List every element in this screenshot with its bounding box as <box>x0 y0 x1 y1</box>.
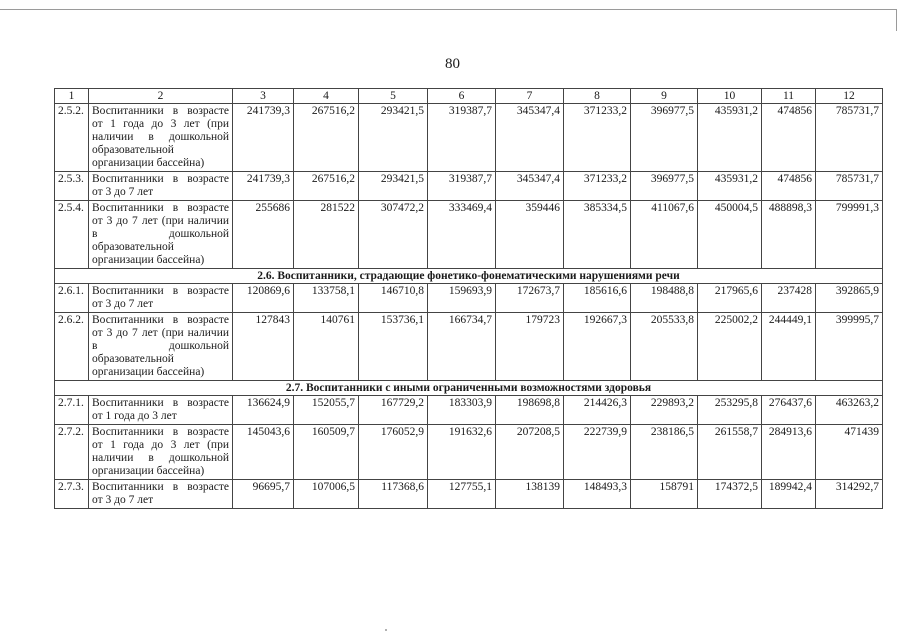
value-cell-col-10: 435931,2 <box>698 172 762 201</box>
value-cell-col-5: 176052,9 <box>359 425 428 480</box>
section-header-row <box>55 269 883 284</box>
column-header-6: 6 <box>428 89 496 104</box>
column-header-4: 4 <box>294 89 359 104</box>
row-description: Воспитанники в возрасте от 3 до 7 лет (при наличии в дошкольной образовательной организации бассейна) <box>89 201 233 269</box>
value-cell-col-4: 140761 <box>294 313 359 381</box>
value-cell-col-9: 411067,6 <box>631 201 698 269</box>
value-cell-col-6: 183303,9 <box>428 396 496 425</box>
row-description: Воспитанники в возрасте от 1 года до 3 лет <box>89 396 233 425</box>
value-cell-col-8: 371233,2 <box>564 172 631 201</box>
column-header-2: 2 <box>89 89 233 104</box>
value-cell-col-3: 145043,6 <box>233 425 294 480</box>
value-cell-col-6: 127755,1 <box>428 480 496 509</box>
scan-speck <box>385 629 387 631</box>
value-cell-col-7: 172673,7 <box>496 284 564 313</box>
table-row <box>55 104 883 172</box>
row-description: Воспитанники в возрасте от 3 до 7 лет <box>89 480 233 509</box>
value-cell-col-10: 435931,2 <box>698 104 762 172</box>
column-header-7: 7 <box>496 89 564 104</box>
value-cell-col-6: 166734,7 <box>428 313 496 381</box>
value-cell-col-11: 189942,4 <box>762 480 816 509</box>
column-header-5: 5 <box>359 89 428 104</box>
value-cell-col-5: 146710,8 <box>359 284 428 313</box>
value-cell-col-3: 96695,7 <box>233 480 294 509</box>
value-cell-col-12: 399995,7 <box>816 313 883 381</box>
value-cell-col-4: 160509,7 <box>294 425 359 480</box>
table-row <box>55 172 883 201</box>
value-cell-col-9: 198488,8 <box>631 284 698 313</box>
value-cell-col-4: 281522 <box>294 201 359 269</box>
value-cell-col-6: 159693,9 <box>428 284 496 313</box>
header-row <box>55 89 883 104</box>
value-cell-col-9: 396977,5 <box>631 104 698 172</box>
value-cell-col-7: 207208,5 <box>496 425 564 480</box>
row-code: 2.5.2. <box>55 104 89 172</box>
value-cell-col-8: 192667,3 <box>564 313 631 381</box>
value-cell-col-11: 244449,1 <box>762 313 816 381</box>
table-row <box>55 313 883 381</box>
column-header-1: 1 <box>55 89 89 104</box>
value-cell-col-11: 237428 <box>762 284 816 313</box>
value-cell-col-12: 471439 <box>816 425 883 480</box>
value-cell-col-8: 148493,3 <box>564 480 631 509</box>
value-cell-col-6: 319387,7 <box>428 104 496 172</box>
value-cell-col-4: 152055,7 <box>294 396 359 425</box>
row-code: 2.6.2. <box>55 313 89 381</box>
value-cell-col-10: 253295,8 <box>698 396 762 425</box>
row-description: Воспитанники в возрасте от 3 до 7 лет <box>89 284 233 313</box>
value-cell-col-7: 198698,8 <box>496 396 564 425</box>
row-description: Воспитанники в возрасте от 3 до 7 лет (при наличии в дошкольной образовательной организации бассейна) <box>89 313 233 381</box>
section-title: 2.6. Воспитанники, страдающие фонетико-фонематическими нарушениями речи <box>55 269 883 284</box>
page-number: 80 <box>445 56 460 72</box>
value-cell-col-12: 314292,7 <box>816 480 883 509</box>
value-cell-col-9: 158791 <box>631 480 698 509</box>
value-cell-col-5: 293421,5 <box>359 172 428 201</box>
row-description: Воспитанники в возрасте от 1 года до 3 лет (при наличии в дошкольной организации бассейна) <box>89 425 233 480</box>
row-code: 2.5.4. <box>55 201 89 269</box>
value-cell-col-6: 319387,7 <box>428 172 496 201</box>
table-row <box>55 201 883 269</box>
value-cell-col-3: 241739,3 <box>233 172 294 201</box>
value-cell-col-10: 261558,7 <box>698 425 762 480</box>
section-title: 2.7. Воспитанники с иными ограниченными возможностями здоровья <box>55 381 883 396</box>
value-cell-col-11: 276437,6 <box>762 396 816 425</box>
value-cell-col-11: 474856 <box>762 104 816 172</box>
row-code: 2.7.2. <box>55 425 89 480</box>
value-cell-col-11: 284913,6 <box>762 425 816 480</box>
value-cell-col-3: 120869,6 <box>233 284 294 313</box>
value-cell-col-8: 385334,5 <box>564 201 631 269</box>
table-row <box>55 480 883 509</box>
value-cell-col-5: 307472,2 <box>359 201 428 269</box>
value-cell-col-10: 217965,6 <box>698 284 762 313</box>
scan-border-right <box>896 9 897 31</box>
column-header-9: 9 <box>631 89 698 104</box>
value-cell-col-8: 371233,2 <box>564 104 631 172</box>
row-description: Воспитанники в возрасте от 1 года до 3 лет (при наличии в дошкольной образовательной организации бассейна) <box>89 104 233 172</box>
row-description: Воспитанники в возрасте от 3 до 7 лет <box>89 172 233 201</box>
value-cell-col-4: 133758,1 <box>294 284 359 313</box>
value-cell-col-6: 333469,4 <box>428 201 496 269</box>
value-cell-col-4: 267516,2 <box>294 172 359 201</box>
value-cell-col-3: 136624,9 <box>233 396 294 425</box>
scan-border-top <box>0 9 897 10</box>
value-cell-col-3: 127843 <box>233 313 294 381</box>
value-cell-col-3: 255686 <box>233 201 294 269</box>
column-header-11: 11 <box>762 89 816 104</box>
value-cell-col-5: 153736,1 <box>359 313 428 381</box>
value-cell-col-9: 229893,2 <box>631 396 698 425</box>
value-cell-col-5: 293421,5 <box>359 104 428 172</box>
table-row <box>55 396 883 425</box>
value-cell-col-11: 474856 <box>762 172 816 201</box>
value-cell-col-7: 138139 <box>496 480 564 509</box>
value-cell-col-7: 345347,4 <box>496 104 564 172</box>
value-cell-col-9: 238186,5 <box>631 425 698 480</box>
value-cell-col-8: 185616,6 <box>564 284 631 313</box>
column-header-10: 10 <box>698 89 762 104</box>
value-cell-col-5: 167729,2 <box>359 396 428 425</box>
value-cell-col-7: 345347,4 <box>496 172 564 201</box>
value-cell-col-3: 241739,3 <box>233 104 294 172</box>
section-header-row <box>55 381 883 396</box>
column-header-3: 3 <box>233 89 294 104</box>
value-cell-col-11: 488898,3 <box>762 201 816 269</box>
value-cell-col-4: 107006,5 <box>294 480 359 509</box>
value-cell-col-12: 463263,2 <box>816 396 883 425</box>
value-cell-col-8: 222739,9 <box>564 425 631 480</box>
value-cell-col-10: 174372,5 <box>698 480 762 509</box>
value-cell-col-7: 359446 <box>496 201 564 269</box>
column-header-8: 8 <box>564 89 631 104</box>
column-header-12: 12 <box>816 89 883 104</box>
value-cell-col-9: 205533,8 <box>631 313 698 381</box>
value-cell-col-12: 799991,3 <box>816 201 883 269</box>
value-cell-col-9: 396977,5 <box>631 172 698 201</box>
value-cell-col-4: 267516,2 <box>294 104 359 172</box>
row-code: 2.7.3. <box>55 480 89 509</box>
table-row <box>55 284 883 313</box>
value-cell-col-12: 785731,7 <box>816 104 883 172</box>
value-cell-col-5: 117368,6 <box>359 480 428 509</box>
value-cell-col-10: 225002,2 <box>698 313 762 381</box>
value-cell-col-12: 785731,7 <box>816 172 883 201</box>
row-code: 2.7.1. <box>55 396 89 425</box>
value-cell-col-8: 214426,3 <box>564 396 631 425</box>
value-cell-col-7: 179723 <box>496 313 564 381</box>
row-code: 2.5.3. <box>55 172 89 201</box>
table-row <box>55 425 883 480</box>
row-code: 2.6.1. <box>55 284 89 313</box>
cost-table <box>54 88 883 509</box>
value-cell-col-10: 450004,5 <box>698 201 762 269</box>
value-cell-col-6: 191632,6 <box>428 425 496 480</box>
value-cell-col-12: 392865,9 <box>816 284 883 313</box>
